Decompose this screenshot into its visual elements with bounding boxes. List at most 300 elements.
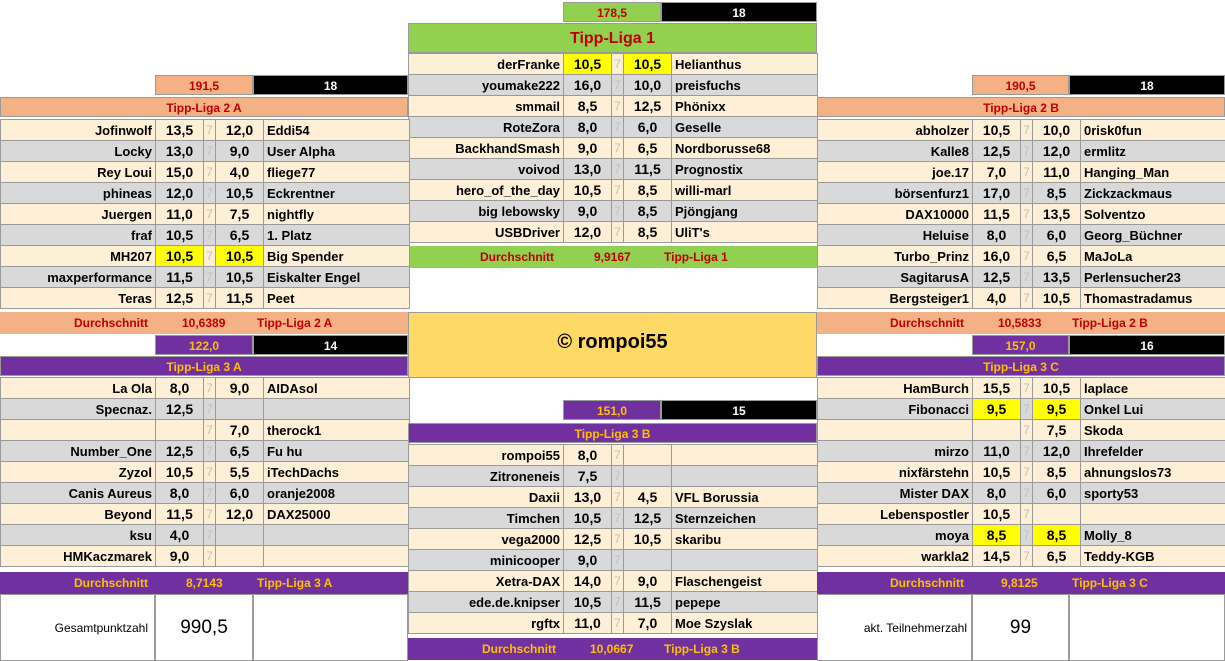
liga1-rows: [408, 53, 818, 243]
liga3c-rows: [817, 377, 1225, 567]
away-score: 8,5: [624, 180, 672, 201]
liga1-table: [408, 53, 817, 243]
away-player: ahnungslos73: [1081, 462, 1225, 483]
away-score: 7,0: [216, 420, 264, 441]
home-player: MH207: [1, 246, 156, 267]
match-row: [1, 141, 410, 162]
match-row: [818, 420, 1225, 441]
home-score: 13,5: [156, 120, 204, 141]
liga3a-total: 122,0: [155, 335, 253, 355]
match-row: [1, 267, 410, 288]
home-score: 8,5: [564, 96, 612, 117]
match-row: [818, 288, 1225, 309]
liga2a-average-band: [0, 312, 408, 334]
separator: 7: [204, 399, 216, 420]
separator: 7: [612, 445, 624, 466]
home-player: vega2000: [409, 529, 564, 550]
away-score: 10,5: [216, 267, 264, 288]
separator: 7: [204, 246, 216, 267]
match-row: [409, 222, 818, 243]
away-player: 1. Platz: [264, 225, 410, 246]
liga3b-rows: [408, 444, 818, 634]
match-row: [818, 183, 1225, 204]
separator: 7: [204, 162, 216, 183]
away-score: 6,0: [216, 483, 264, 504]
match-row: [409, 592, 818, 613]
home-score: 12,5: [973, 267, 1021, 288]
liga3b-average-footer: Tipp-Liga 3 B: [664, 642, 740, 656]
home-score: 12,0: [156, 183, 204, 204]
match-row: [409, 445, 818, 466]
away-score: 11,5: [624, 159, 672, 180]
match-row: [818, 162, 1225, 183]
home-score: 4,0: [973, 288, 1021, 309]
liga2a-count: 18: [253, 75, 408, 95]
liga2b-total: 190,5: [972, 75, 1069, 95]
away-player: Flaschengeist: [672, 571, 818, 592]
home-player: warkla2: [818, 546, 973, 567]
home-player: nixfärstehn: [818, 462, 973, 483]
away-score: 10,5: [216, 183, 264, 204]
separator: 7: [1021, 525, 1033, 546]
match-row: [409, 117, 818, 138]
home-player: Kalle8: [818, 141, 973, 162]
home-player: Fibonacci: [818, 399, 973, 420]
away-score: 13,5: [1033, 204, 1081, 225]
separator: 7: [612, 613, 624, 634]
separator: 7: [204, 267, 216, 288]
away-player: Perlensucher23: [1081, 267, 1225, 288]
separator: 7: [612, 571, 624, 592]
away-score: 9,5: [1033, 399, 1081, 420]
away-player: Eckrentner: [264, 183, 410, 204]
away-player: Prognostix: [672, 159, 818, 180]
away-player: [672, 445, 818, 466]
away-score: 11,0: [1033, 162, 1081, 183]
liga1-average-label: Durchschnitt: [480, 250, 555, 264]
separator: 7: [1021, 483, 1033, 504]
away-player: Thomastradamus: [1081, 288, 1225, 309]
away-player: VFL Borussia: [672, 487, 818, 508]
match-row: [1, 288, 410, 309]
home-player: Specnaz.: [1, 399, 156, 420]
liga2a-average-label: Durchschnitt: [74, 316, 149, 330]
liga2a-table: [0, 119, 408, 309]
away-player: [1081, 504, 1225, 525]
liga3c-count: 16: [1069, 335, 1225, 355]
away-score: 5,5: [216, 462, 264, 483]
match-row: [1, 246, 410, 267]
home-player: voivod: [409, 159, 564, 180]
away-score: 6,5: [1033, 546, 1081, 567]
away-player: UliT's: [672, 222, 818, 243]
home-player: Timchen: [409, 508, 564, 529]
away-player: Nordborusse68: [672, 138, 818, 159]
home-player: HamBurch: [818, 378, 973, 399]
away-player: Fu hu: [264, 441, 410, 462]
liga3a-average-footer: Tipp-Liga 3 A: [257, 576, 333, 590]
separator: 7: [204, 504, 216, 525]
away-score: 7,5: [216, 204, 264, 225]
match-row: [409, 138, 818, 159]
away-score: 6,5: [216, 441, 264, 462]
liga3a-title: Tipp-Liga 3 A: [0, 356, 408, 376]
match-row: [818, 441, 1225, 462]
separator: 7: [1021, 546, 1033, 567]
match-row: [1, 441, 410, 462]
match-row: [1, 420, 410, 441]
liga3b-average-value: 10,0667: [590, 642, 634, 656]
total-points-label: Gesamtpunktzahl: [54, 621, 148, 635]
match-row: [409, 159, 818, 180]
home-score: 12,0: [564, 222, 612, 243]
liga2b-average-value: 10,5833: [998, 316, 1042, 330]
home-player: BackhandSmash: [409, 138, 564, 159]
home-score: 10,5: [156, 246, 204, 267]
away-player: Eiskalter Engel: [264, 267, 410, 288]
home-player: DAX10000: [818, 204, 973, 225]
liga3b-count: 15: [661, 400, 817, 420]
match-row: [818, 483, 1225, 504]
away-player: Helianthus: [672, 54, 818, 75]
liga3a-rows: [0, 377, 410, 567]
away-player: ermlitz: [1081, 141, 1225, 162]
away-player: Onkel Lui: [1081, 399, 1225, 420]
away-score: 8,5: [624, 222, 672, 243]
home-score: 9,0: [564, 550, 612, 571]
match-row: [409, 180, 818, 201]
away-score: 8,5: [1033, 525, 1081, 546]
home-player: smmail: [409, 96, 564, 117]
away-player: Big Spender: [264, 246, 410, 267]
separator: 7: [204, 141, 216, 162]
separator: 7: [612, 54, 624, 75]
liga3c-title: Tipp-Liga 3 C: [817, 356, 1225, 376]
match-row: [818, 399, 1225, 420]
home-score: 8,0: [156, 378, 204, 399]
away-player: [264, 546, 410, 567]
liga3b-average-band: [408, 638, 817, 660]
match-row: [1, 120, 410, 141]
separator: 7: [612, 222, 624, 243]
home-score: 12,5: [156, 441, 204, 462]
away-player: Hanging_Man: [1081, 162, 1225, 183]
home-player: youmake222: [409, 75, 564, 96]
away-score: [1033, 504, 1081, 525]
away-score: [216, 399, 264, 420]
home-score: 11,0: [156, 204, 204, 225]
home-score: 8,0: [973, 483, 1021, 504]
away-score: 6,0: [1033, 225, 1081, 246]
liga3a-average-value: 8,7143: [186, 576, 223, 590]
away-player: Skoda: [1081, 420, 1225, 441]
liga2a-total: 191,5: [155, 75, 253, 95]
away-score: 10,5: [216, 246, 264, 267]
copyright-text: © rompoi55: [557, 331, 668, 353]
separator: 7: [1021, 162, 1033, 183]
total-points-empty-cell: [253, 594, 408, 661]
match-row: [818, 267, 1225, 288]
home-player: big lebowsky: [409, 201, 564, 222]
liga2b-table: [817, 119, 1225, 309]
match-row: [1, 525, 410, 546]
away-score: 9,0: [216, 378, 264, 399]
separator: 7: [204, 120, 216, 141]
participants-label-cell: [817, 594, 972, 661]
home-score: 8,0: [564, 117, 612, 138]
home-score: 10,5: [564, 180, 612, 201]
liga2b-count: 18: [1069, 75, 1225, 95]
match-row: [409, 96, 818, 117]
away-score: 10,0: [1033, 120, 1081, 141]
liga1-average-footer: Tipp-Liga 1: [664, 250, 728, 264]
home-score: 11,5: [973, 204, 1021, 225]
away-score: [624, 466, 672, 487]
separator: 7: [204, 525, 216, 546]
liga2b-average-label: Durchschnitt: [890, 316, 965, 330]
liga3a-average-label: Durchschnitt: [74, 576, 149, 590]
liga3c-average-footer: Tipp-Liga 3 C: [1072, 576, 1148, 590]
home-score: 13,0: [564, 159, 612, 180]
home-player: moya: [818, 525, 973, 546]
home-score: 8,5: [973, 525, 1021, 546]
home-player: Heluise: [818, 225, 973, 246]
home-player: rgftx: [409, 613, 564, 634]
liga1-average-value: 9,9167: [594, 250, 631, 264]
match-row: [1, 162, 410, 183]
separator: 7: [1021, 141, 1033, 162]
away-score: 7,0: [624, 613, 672, 634]
liga3a-average-band: [0, 572, 408, 594]
away-score: 6,5: [624, 138, 672, 159]
separator: 7: [612, 508, 624, 529]
separator: 7: [1021, 288, 1033, 309]
away-player: [672, 466, 818, 487]
home-score: 13,0: [564, 487, 612, 508]
match-row: [818, 225, 1225, 246]
home-player: Zyzol: [1, 462, 156, 483]
separator: 7: [1021, 267, 1033, 288]
separator: 7: [1021, 378, 1033, 399]
away-score: 6,0: [1033, 483, 1081, 504]
separator: 7: [612, 96, 624, 117]
home-player: Daxii: [409, 487, 564, 508]
copyright-banner: [408, 312, 817, 378]
home-player: rompoi55: [409, 445, 564, 466]
separator: 7: [612, 180, 624, 201]
separator: 7: [612, 466, 624, 487]
home-score: 14,5: [973, 546, 1021, 567]
match-row: [1, 378, 410, 399]
away-player: sporty53: [1081, 483, 1225, 504]
separator: 7: [612, 75, 624, 96]
away-score: 11,5: [216, 288, 264, 309]
away-player: laplace: [1081, 378, 1225, 399]
home-player: Juergen: [1, 204, 156, 225]
home-player: fraf: [1, 225, 156, 246]
away-player: skaribu: [672, 529, 818, 550]
match-row: [1, 462, 410, 483]
home-score: 11,5: [156, 267, 204, 288]
total-points-label-cell: [0, 594, 155, 661]
match-row: [818, 141, 1225, 162]
away-score: 12,0: [1033, 441, 1081, 462]
liga2b-average-band: [817, 312, 1225, 334]
liga2b-title: Tipp-Liga 2 B: [817, 97, 1225, 117]
away-player: preisfuchs: [672, 75, 818, 96]
home-player: maxperformance: [1, 267, 156, 288]
away-score: 12,5: [624, 508, 672, 529]
home-score: 10,5: [973, 120, 1021, 141]
away-player: oranje2008: [264, 483, 410, 504]
home-player: mirzo: [818, 441, 973, 462]
away-player: fliege77: [264, 162, 410, 183]
liga3c-average-value: 9,8125: [1001, 576, 1038, 590]
home-score: 4,0: [156, 525, 204, 546]
match-row: [1, 483, 410, 504]
separator: 7: [1021, 183, 1033, 204]
separator: 7: [612, 487, 624, 508]
home-player: Rey Loui: [1, 162, 156, 183]
away-score: [624, 445, 672, 466]
separator: 7: [1021, 420, 1033, 441]
separator: 7: [204, 378, 216, 399]
away-score: 10,5: [624, 529, 672, 550]
liga2a-average-value: 10,6389: [182, 316, 226, 330]
away-score: 6,5: [1033, 246, 1081, 267]
match-row: [1, 225, 410, 246]
separator: 7: [204, 462, 216, 483]
home-score: 7,0: [973, 162, 1021, 183]
home-score: 9,0: [156, 546, 204, 567]
home-player: Turbo_Prinz: [818, 246, 973, 267]
away-player: willi-marl: [672, 180, 818, 201]
total-points-value: 990,5: [180, 617, 228, 638]
liga3c-average-band: [817, 572, 1225, 594]
liga3c-total: 157,0: [972, 335, 1069, 355]
home-score: 9,0: [564, 201, 612, 222]
separator: 7: [204, 420, 216, 441]
match-row: [1, 399, 410, 420]
home-player: Teras: [1, 288, 156, 309]
away-score: 8,5: [1033, 462, 1081, 483]
away-score: 10,0: [624, 75, 672, 96]
match-row: [409, 201, 818, 222]
away-player: Molly_8: [1081, 525, 1225, 546]
match-row: [818, 246, 1225, 267]
home-score: 15,5: [973, 378, 1021, 399]
separator: 7: [1021, 504, 1033, 525]
home-player: Beyond: [1, 504, 156, 525]
liga2b-rows: [817, 119, 1225, 309]
match-row: [818, 504, 1225, 525]
match-row: [1, 204, 410, 225]
away-score: 10,5: [1033, 288, 1081, 309]
match-row: [818, 546, 1225, 567]
away-player: pepepe: [672, 592, 818, 613]
liga3b-total: 151,0: [563, 400, 661, 420]
liga3a-count: 14: [253, 335, 408, 355]
home-score: 10,5: [156, 462, 204, 483]
separator: 7: [1021, 441, 1033, 462]
separator: 7: [204, 546, 216, 567]
match-row: [818, 525, 1225, 546]
home-player: Xetra-DAX: [409, 571, 564, 592]
home-score: 10,5: [564, 508, 612, 529]
liga2a-average-footer: Tipp-Liga 2 A: [257, 316, 333, 330]
liga2a-title: Tipp-Liga 2 A: [0, 97, 408, 117]
away-player: Eddi54: [264, 120, 410, 141]
home-player: Lebenspostler: [818, 504, 973, 525]
away-score: 10,5: [1033, 378, 1081, 399]
away-score: 13,5: [1033, 267, 1081, 288]
home-player: minicooper: [409, 550, 564, 571]
separator: 7: [612, 117, 624, 138]
away-player: Solventzo: [1081, 204, 1225, 225]
liga2a-rows: [0, 119, 410, 309]
home-player: joe.17: [818, 162, 973, 183]
separator: 7: [1021, 225, 1033, 246]
home-player: Jofinwolf: [1, 120, 156, 141]
away-score: 8,5: [624, 201, 672, 222]
separator: 7: [204, 288, 216, 309]
separator: 7: [1021, 120, 1033, 141]
match-row: [818, 204, 1225, 225]
away-player: Pjöngjang: [672, 201, 818, 222]
separator: 7: [204, 183, 216, 204]
away-player: Ihrefelder: [1081, 441, 1225, 462]
separator: 7: [1021, 462, 1033, 483]
away-player: Sternzeichen: [672, 508, 818, 529]
home-score: 10,5: [973, 504, 1021, 525]
home-score: 7,5: [564, 466, 612, 487]
separator: 7: [612, 529, 624, 550]
away-player: Moe Szyslak: [672, 613, 818, 634]
liga2b-average-footer: Tipp-Liga 2 B: [1072, 316, 1148, 330]
home-score: 8,0: [156, 483, 204, 504]
match-row: [409, 75, 818, 96]
match-row: [818, 120, 1225, 141]
home-score: 10,5: [156, 225, 204, 246]
away-player: MaJoLa: [1081, 246, 1225, 267]
home-score: 13,0: [156, 141, 204, 162]
away-player: Peet: [264, 288, 410, 309]
separator: 7: [612, 138, 624, 159]
match-row: [818, 378, 1225, 399]
away-player: User Alpha: [264, 141, 410, 162]
match-row: [409, 508, 818, 529]
participants-label: akt. Teilnehmerzahl: [863, 621, 967, 635]
home-score: 10,5: [973, 462, 1021, 483]
match-row: [409, 550, 818, 571]
away-player: AIDAsol: [264, 378, 410, 399]
away-player: Zickzackmaus: [1081, 183, 1225, 204]
away-player: [264, 525, 410, 546]
home-player: [1, 420, 156, 441]
match-row: [409, 529, 818, 550]
liga3a-table: [0, 377, 408, 567]
away-player: Georg_Büchner: [1081, 225, 1225, 246]
away-player: [672, 550, 818, 571]
match-row: [1, 546, 410, 567]
separator: 7: [612, 592, 624, 613]
separator: 7: [612, 201, 624, 222]
home-score: [156, 420, 204, 441]
home-score: 11,0: [564, 613, 612, 634]
match-row: [409, 487, 818, 508]
liga1-total: 178,5: [563, 2, 661, 22]
home-score: 14,0: [564, 571, 612, 592]
